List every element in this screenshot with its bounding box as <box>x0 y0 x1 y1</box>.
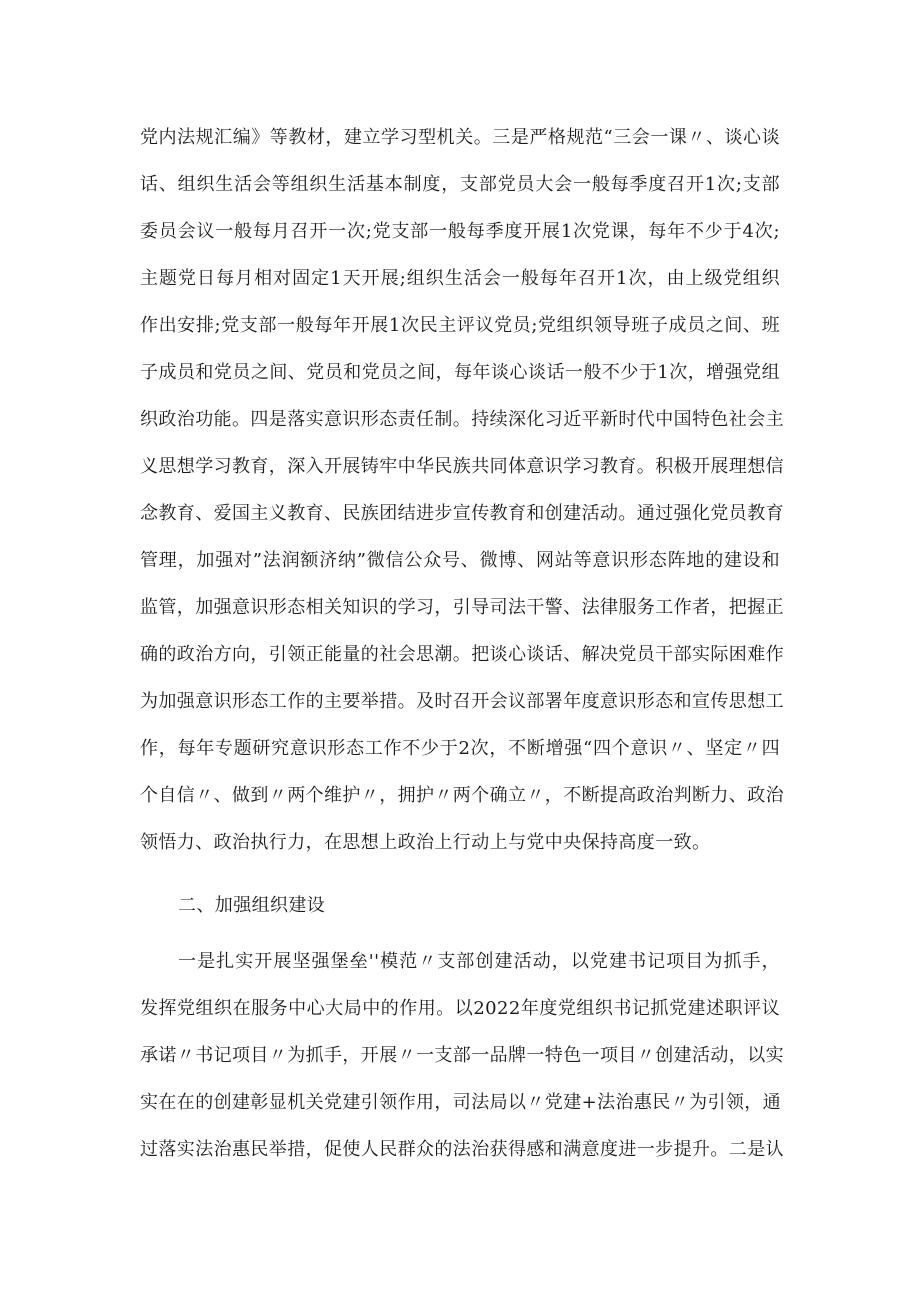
paragraph-line: 作，每年专题研究意识形态工作不少于2次，不断增强“四个意识〃、坚定〃四 <box>140 738 780 759</box>
paragraph-line: 作出安排;党支部一般每年开展1次民主评议党员;党组织领导班子成员之间、班 <box>140 315 780 336</box>
paragraph-line: 为加强意识形态工作的主要举措。及时召开会议部署年度意识形态和宣传思想工 <box>140 691 784 712</box>
paragraph-line: 个自信〃、做到〃两个维护〃，拥护〃两个确立〃，不断提高政治判断力、政治 <box>140 785 784 806</box>
paragraph-line: 监管，加强意识形态相关知识的学习，引导司法干警、法律服务工作者，把握正 <box>140 597 784 618</box>
paragraph-line: 过落实法治惠民举措，促使人民群众的法治获得感和满意度进一步提升。二是认 <box>140 1139 784 1160</box>
paragraph-line: 管理，加强对”法润额济纳”微信公众号、微博、网站等意识形态阵地的建设和 <box>140 550 780 571</box>
paragraph-line: 念教育、爱国主义教育、民族团结进步宣传教育和创建活动。通过强化党员教育 <box>140 503 784 524</box>
paragraph-line: 织政治功能。四是落实意识形态责任制。持续深化习近平新时代中国特色社会主 <box>140 409 784 430</box>
paragraph-line: 主题党日每月相对固定1天开展;组织生活会一般每年召开1次，由上级党组织 <box>140 268 780 289</box>
paragraph-line-last: 领悟力、政治执行力，在思想上政治上行动上与党中央保持高度一致。 <box>140 832 711 853</box>
paragraph-line: 党内法规汇编》等教材，建立学习型机关。三是严格规范“三会一课〃、谈心谈 <box>140 127 780 148</box>
paragraph-line: 委员会议一般每月召开一次;党支部一般每季度开展1次党课，每年不少于4次; <box>140 221 780 242</box>
paragraph-line: 确的政治方向，引领正能量的社会思潮。把谈心谈话、解决党员干部实际困难作 <box>140 644 784 665</box>
paragraph-line: 一是扎实开展坚强堡垒''模范〃支部创建活动，以党建书记项目为抓手， <box>178 951 780 972</box>
paragraph-line: 实在在的创建彰显机关党建引领作用，司法局以〃党建+法治惠民〃为引领，通 <box>140 1092 782 1113</box>
paragraph-line: 承诺〃书记项目〃为抓手，开展〃一支部一品牌一特色一项目〃创建活动，以实 <box>140 1045 784 1066</box>
section-heading: 二、加强组织建设 <box>178 895 326 916</box>
paragraph-line: 子成员和党员之间、党员和党员之间，每年谈心谈话一般不少于1次，增强党组 <box>140 362 780 383</box>
paragraph-line: 话、组织生活会等组织生活基本制度，支部党员大会一般每季度召开1次;支部 <box>140 174 780 195</box>
paragraph-line: 义思想学习教育，深入开展铸牢中华民族共同体意识学习教育。积极开展理想信 <box>140 456 784 477</box>
paragraph-line: 发挥党组织在服务中心大局中的作用。以2022年度党组织书记抓党建述职评议 <box>140 998 780 1019</box>
